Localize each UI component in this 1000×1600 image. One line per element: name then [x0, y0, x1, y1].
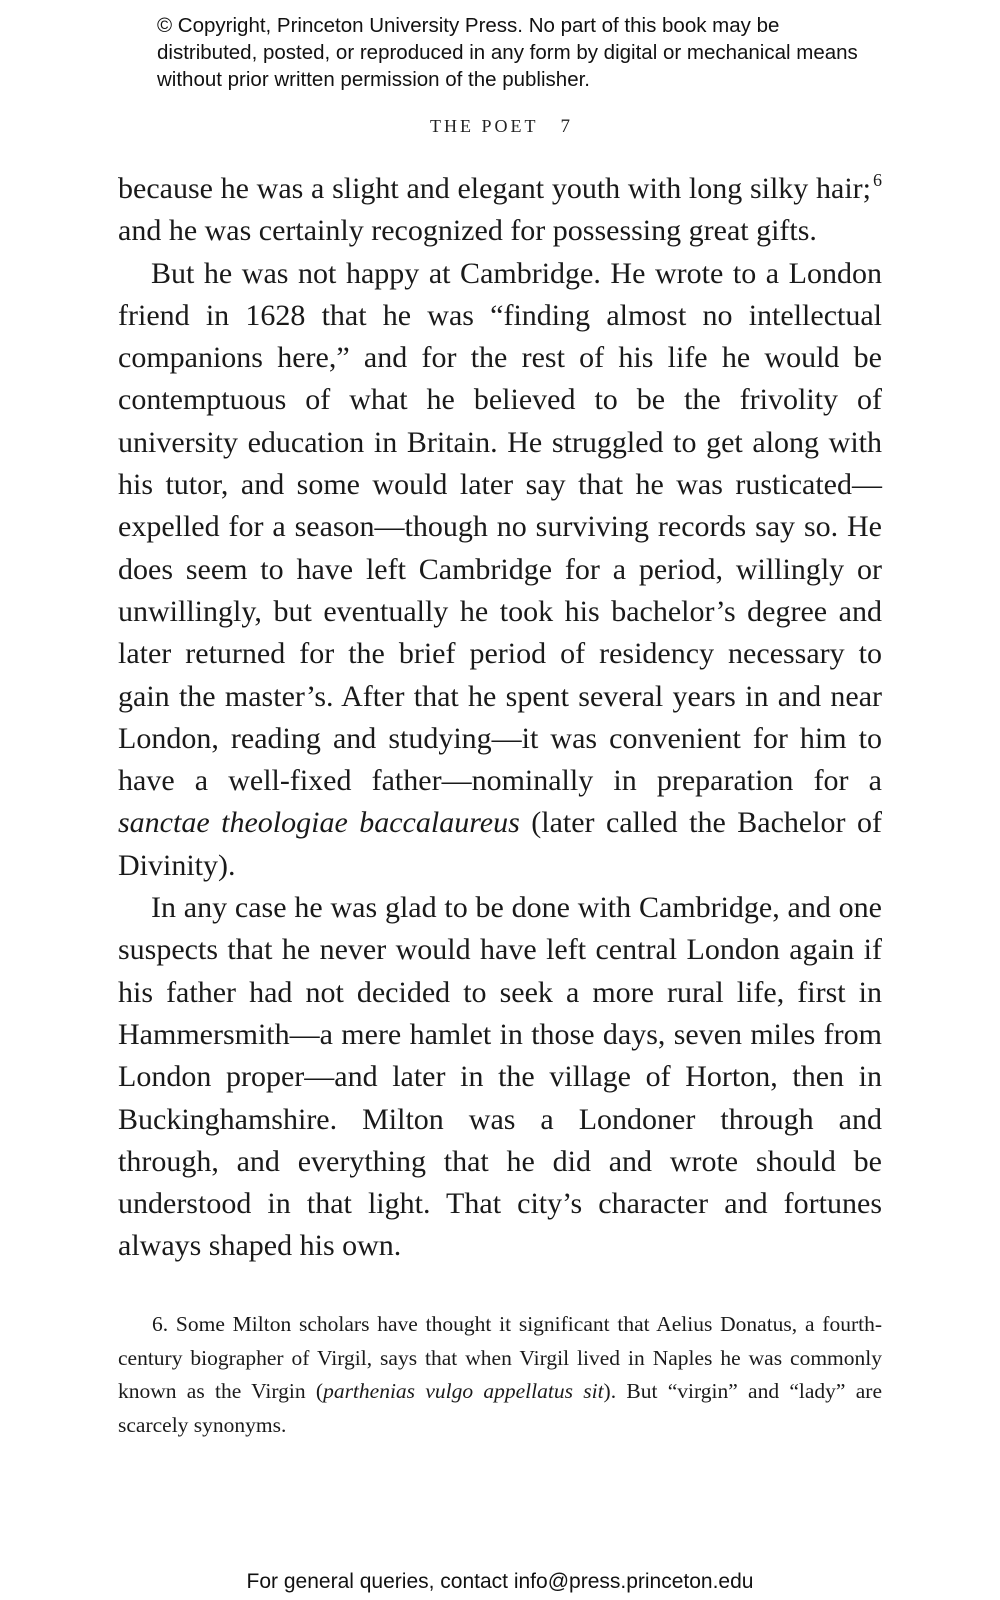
footnote	[118, 1308, 882, 1442]
body-text	[118, 168, 882, 1268]
footnote-text: 6. Some Milton scholars have thought it significant that Aelius Donatus, a fourth-century biographer of Virgil, says that when Virgil lived in Naples he was commonly known as the Virgin (	[118, 1312, 882, 1404]
paragraph-2	[118, 253, 882, 887]
copyright-notice: © Copyright, Princeton University Press. No part of this book may be distributed, posted, or reproduced in any form by digital or mechanical means without prior written permission of the publisher.	[157, 14, 858, 91]
paragraph-2-text: But he was not happy at Cambridge. He wrote to a London friend in 1628 that he was “finding almost no intellectual companions here,” and for the rest of his life he would be contemptuous of what he believed to be the frivolity of university education in Britain. He struggled to get along with his tutor, and some would later say that he was rusticated—expelled for a season—though no surviving records say so. He does seem to have left Cambridge for a period, willingly or unwillingly, but eventually he took his bachelor’s degree and later returned for the brief period of residency necessary to gain the master’s. After that he spent several years in and near London, reading and studying—it was convenient for him to have a well-fixed father—nominally in preparation for a	[118, 256, 882, 798]
paragraph-3-text: In any case he was glad to be done with Cambridge, and one suspects that he never would have left central London again if his father had not decided to seek a more rural life, first in Hammersmith—a mere hamlet in those days, seven miles from London proper—and later in the village of Horton, then in Buckinghamshire. Milton was a Londoner through and through, and everything that he did and wrote should be understood in that light. That city’s character and fortunes always shaped his own.	[118, 891, 882, 1263]
footnote-text-after: ). But “virgin” and “lady” are scarcely synonyms.	[118, 1379, 882, 1437]
paragraph-2-italic: sanctae theologiae baccalaureus	[118, 806, 520, 840]
paragraph-1	[118, 168, 882, 253]
paragraph-2-text-after: (later called the Bachelor of Divinity).	[118, 806, 882, 882]
footnote-italic: parthenias vulgo appellatus sit	[323, 1379, 604, 1404]
paragraph-1-text-after: and he was certainly recognized for possessing great gifts.	[118, 214, 817, 248]
paragraph-1-text: because he was a slight and elegant youth with long silky hair;	[118, 172, 871, 205]
footer-contact: For general queries, contact info@press.princeton.edu	[246, 1570, 754, 1593]
paragraph-3	[118, 887, 882, 1268]
page-number: 7	[560, 116, 570, 137]
footnote-reference[interactable]: 6	[873, 170, 882, 190]
running-head	[0, 116, 1000, 138]
running-head-title: THE POET	[430, 116, 539, 136]
